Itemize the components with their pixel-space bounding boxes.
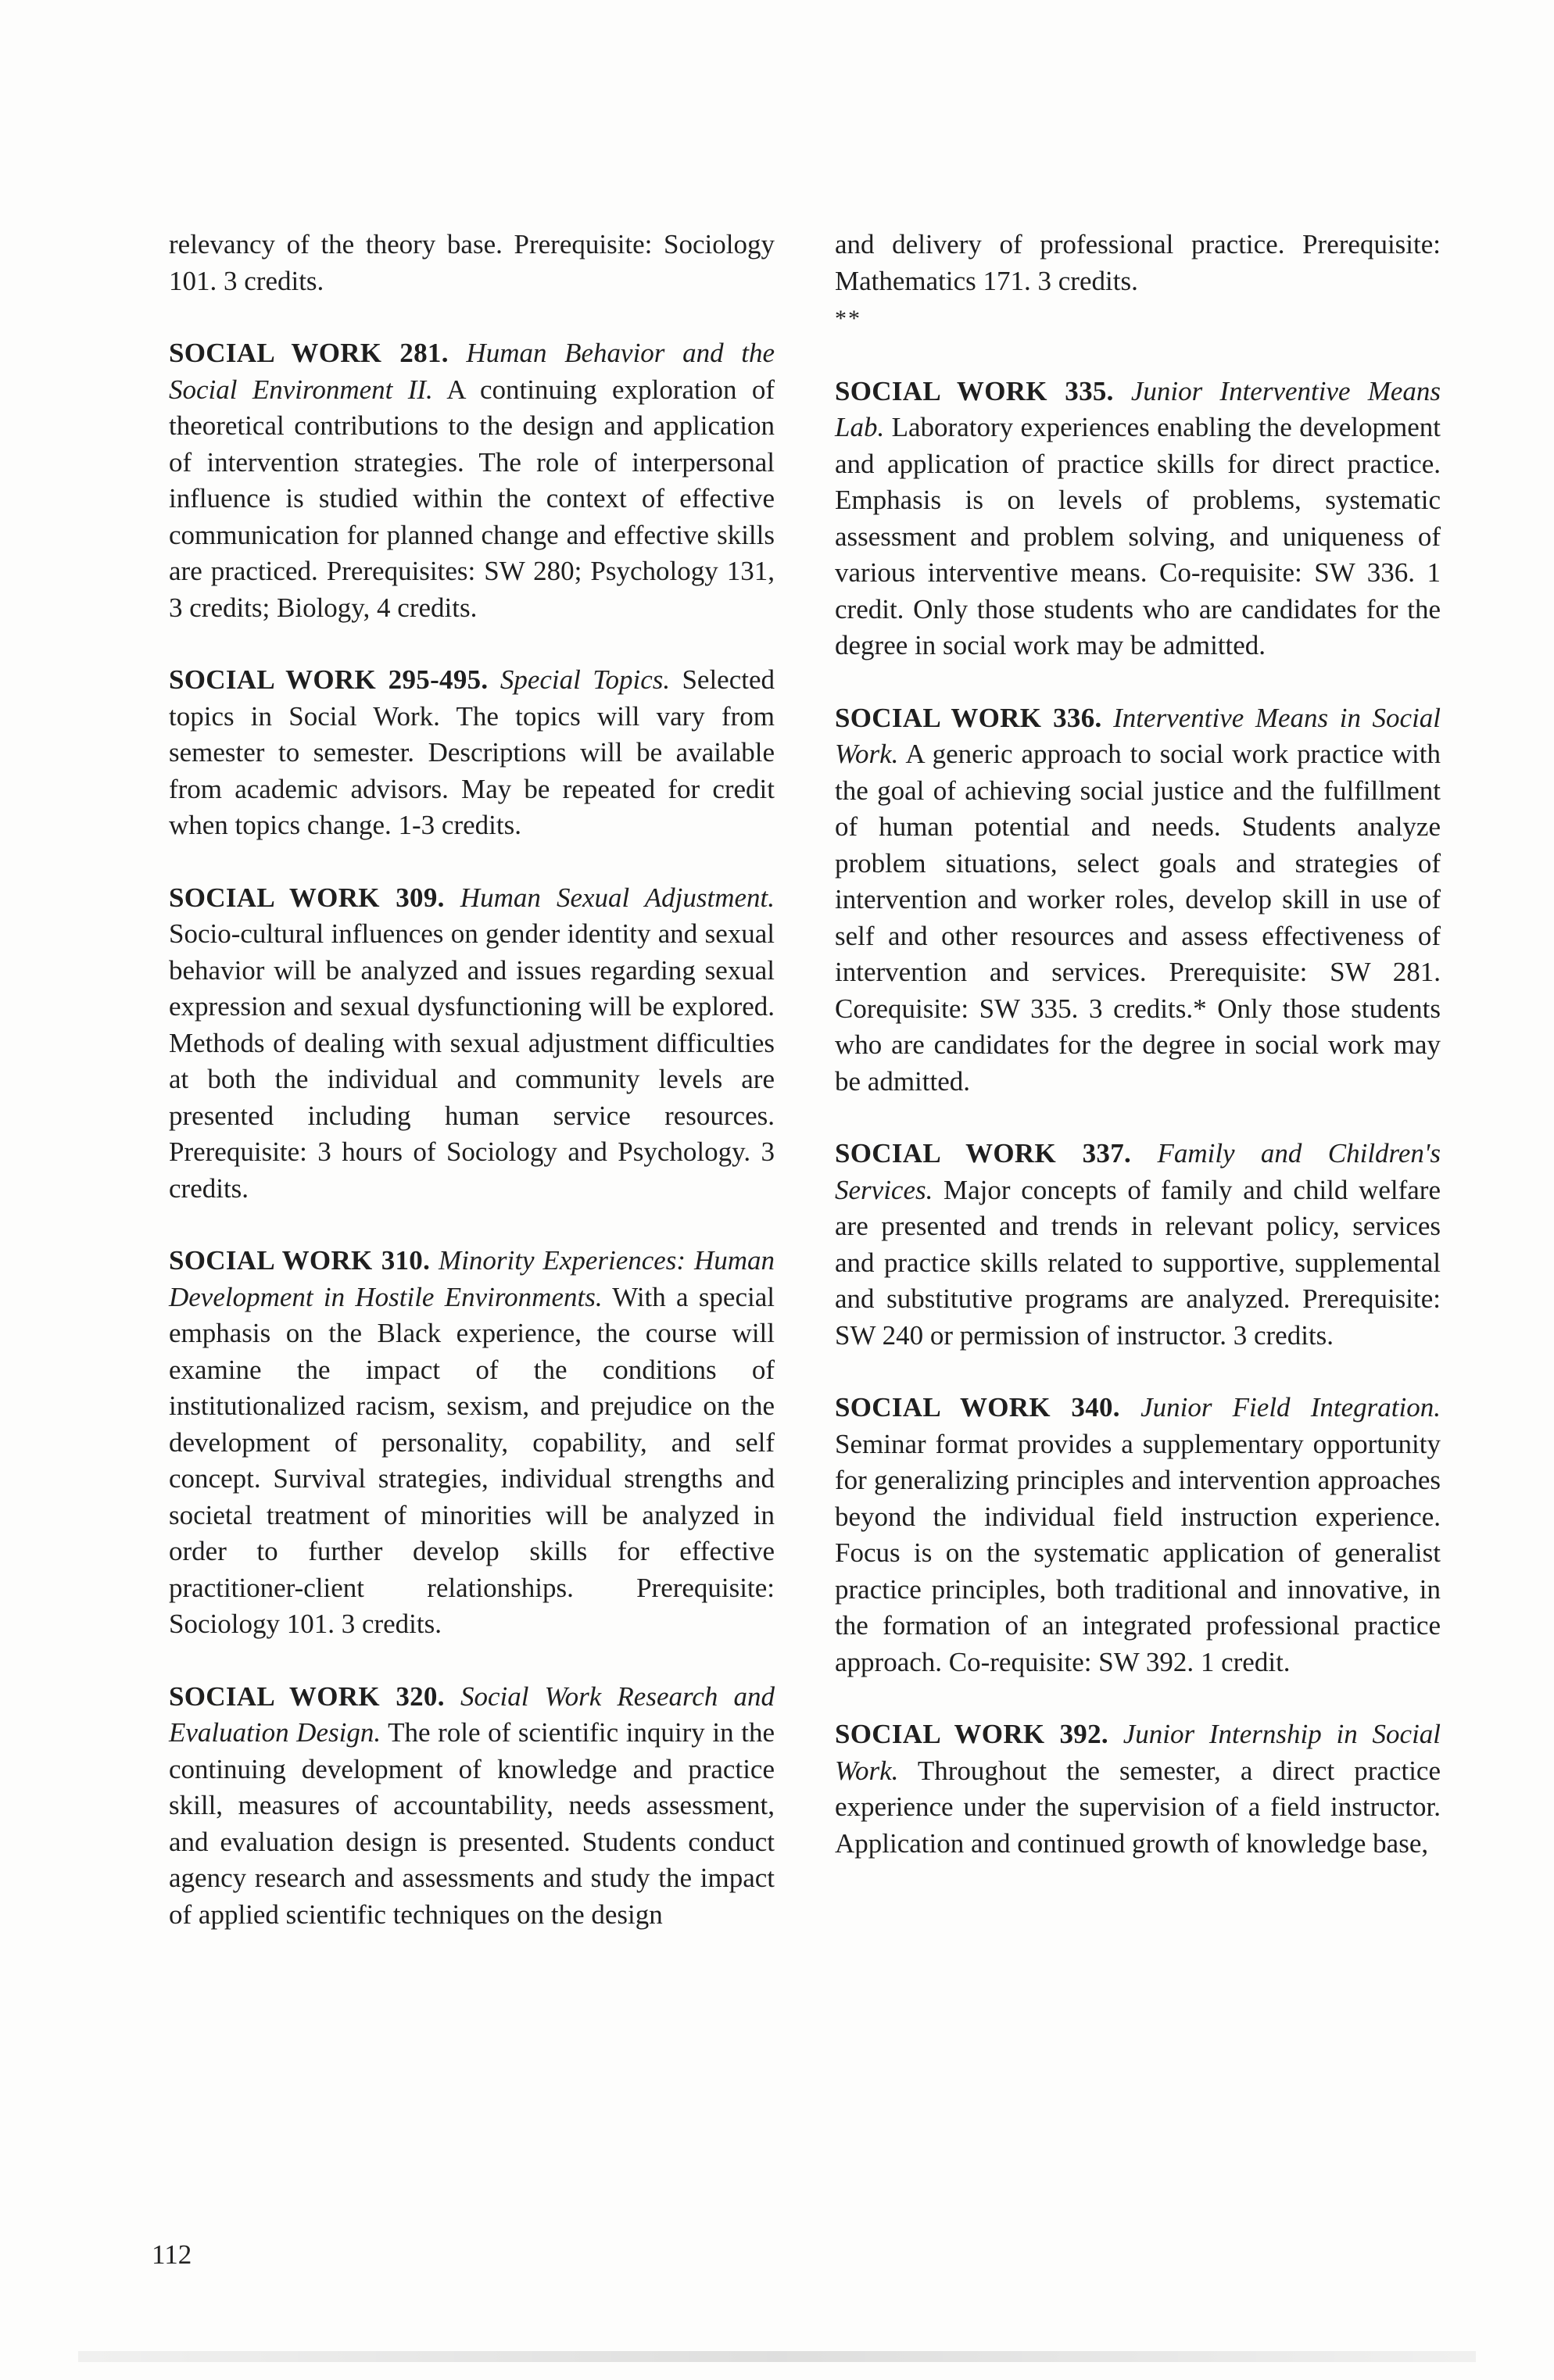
course-entry (835, 1390, 1441, 1680)
course-code: SOCIAL WORK 320. (169, 1680, 445, 1712)
course-description: A generic approach to social work practice with the goal of achieving social justice and the fulfillment of human potential and needs. Students analyze problem situations, select goals and strategies of intervention and worker roles, develop skill in use of self and other resources and assess effectiveness of intervention and services. Prerequisite: SW 281. Corequisite: SW 335. 3 credits.* Only those students who are candidates for the degree in social work may be admitted. (835, 739, 1441, 1097)
course-entry (835, 1136, 1441, 1354)
course-code: SOCIAL WORK 336. (835, 702, 1102, 733)
intro-continuation-right (835, 227, 1441, 338)
scan-edge-divider (78, 2351, 1476, 2362)
course-description: A continuing exploration of theoretical contributions to the design and application of intervention strategies. The role of interpersonal influence is studied within the context of effective communication for planned change and effective skills are practiced. Prerequisites: SW 280; Psychology 131, 3 credits; Biology, 4 credits. (169, 374, 775, 623)
course-description: Major concepts of family and child welfare are presented and trends in relevant policy, services and practice skills related to supportive, supplemental and substitutive programs are analyzed. Prerequisite: SW 240 or permission of instructor. 3 credits. (835, 1174, 1441, 1351)
double-asterisk-marker: ** (835, 306, 861, 331)
course-code: SOCIAL WORK 337. (835, 1138, 1132, 1169)
course-entry (169, 335, 775, 626)
course-entry (169, 1679, 775, 1934)
intro-continuation-left: relevancy of the theory base. Prerequisite: Sociology 101. 3 credits. (169, 229, 775, 296)
course-entry (835, 1716, 1441, 1862)
course-title: Junior Internship in Social Work. (835, 1719, 1441, 1786)
course-title: Special Topics. (500, 664, 671, 695)
right-column (835, 227, 1441, 1898)
course-code: SOCIAL WORK 295-495. (169, 664, 489, 695)
course-entry (169, 662, 775, 844)
course-code: SOCIAL WORK 392. (835, 1719, 1108, 1749)
course-entry (835, 700, 1441, 1101)
left-column (169, 227, 775, 1969)
course-code: SOCIAL WORK 309. (169, 882, 445, 913)
course-title: Human Behavior and the Social Environment II. (169, 338, 775, 405)
course-title: Social Work Research and Evaluation Design. (169, 1680, 775, 1748)
course-title: Interventive Means in Social Work. (835, 702, 1441, 769)
course-code: SOCIAL WORK 340. (835, 1392, 1120, 1423)
course-entry (169, 1243, 775, 1643)
course-description: Throughout the semester, a direct practice experience under the supervision of a field instructor. Application and continued growth of knowledge base, (835, 1755, 1441, 1859)
course-description: Selected topics in Social Work. The topics will vary from semester to semester. Descriptions will be available from academic advisors. May be repeated for credit when topics change. 1-3 credits. (169, 664, 775, 840)
course-code: SOCIAL WORK 281. (169, 338, 449, 368)
course-code: SOCIAL WORK 310. (169, 1245, 431, 1276)
page-number: 112 (152, 2239, 192, 2270)
course-description: With a special emphasis on the Black experience, the course will examine the impact of the conditions of institutionalized racism, sexism, and prejudice on the development of personality, copability, and self concept. Survival strategies, individual strengths and societal treatment of minorities will be analyzed in order to further develop skills for effective practitioner-client relationships. Prerequisite: Sociology 101. 3 credits. (169, 1281, 775, 1639)
course-description: Seminar format provides a supplementary opportunity for generalizing principles and intervention approaches beyond the individual field instruction experience. Focus is on the systematic application of generalist practice principles, both traditional and innovative, in the formation of an integrated professional practice approach. Co-requisite: SW 392. 1 credit. (835, 1428, 1441, 1677)
course-title: Family and Children's Services. (835, 1138, 1441, 1205)
course-title: Junior Field Integration. (1140, 1392, 1441, 1423)
course-description: Socio-cultural influences on gender identity and sexual behavior will be analyzed and issues regarding sexual expression and sexual dysfunctioning will be explored. Methods of dealing with sexual adjustment difficulties at both the individual and community levels are presented including human service resources. Prerequisite: 3 hours of Sociology and Psychology. 3 credits. (169, 918, 775, 1204)
intro-text: and delivery of professional practice. Prerequisite: Mathematics 171. 3 credits. (835, 229, 1441, 296)
course-entry (835, 374, 1441, 664)
course-description: The role of scientific inquiry in the continuing development of knowledge and practice skill, measures of accountability, needs assessment, and evaluation design is presented. Students conduct agency research and assessments and study the impact of applied scientific techniques on the design (169, 1717, 775, 1930)
course-title: Human Sexual Adjustment. (460, 882, 775, 913)
course-entry (169, 880, 775, 1208)
course-description: Laboratory experiences enabling the development and application of practice skills for direct practice. Emphasis is on levels of problems, systematic assessment and problem solving, and uniqueness of various interventive means. Co-requisite: SW 336. 1 credit. Only those students who are candidates for the degree in social work may be admitted. (835, 412, 1441, 660)
course-title: Minority Experiences: Human Development in Hostile Environments. (169, 1245, 775, 1312)
course-title: Junior Interventive Means Lab. (835, 375, 1441, 442)
course-code: SOCIAL WORK 335. (835, 375, 1114, 406)
